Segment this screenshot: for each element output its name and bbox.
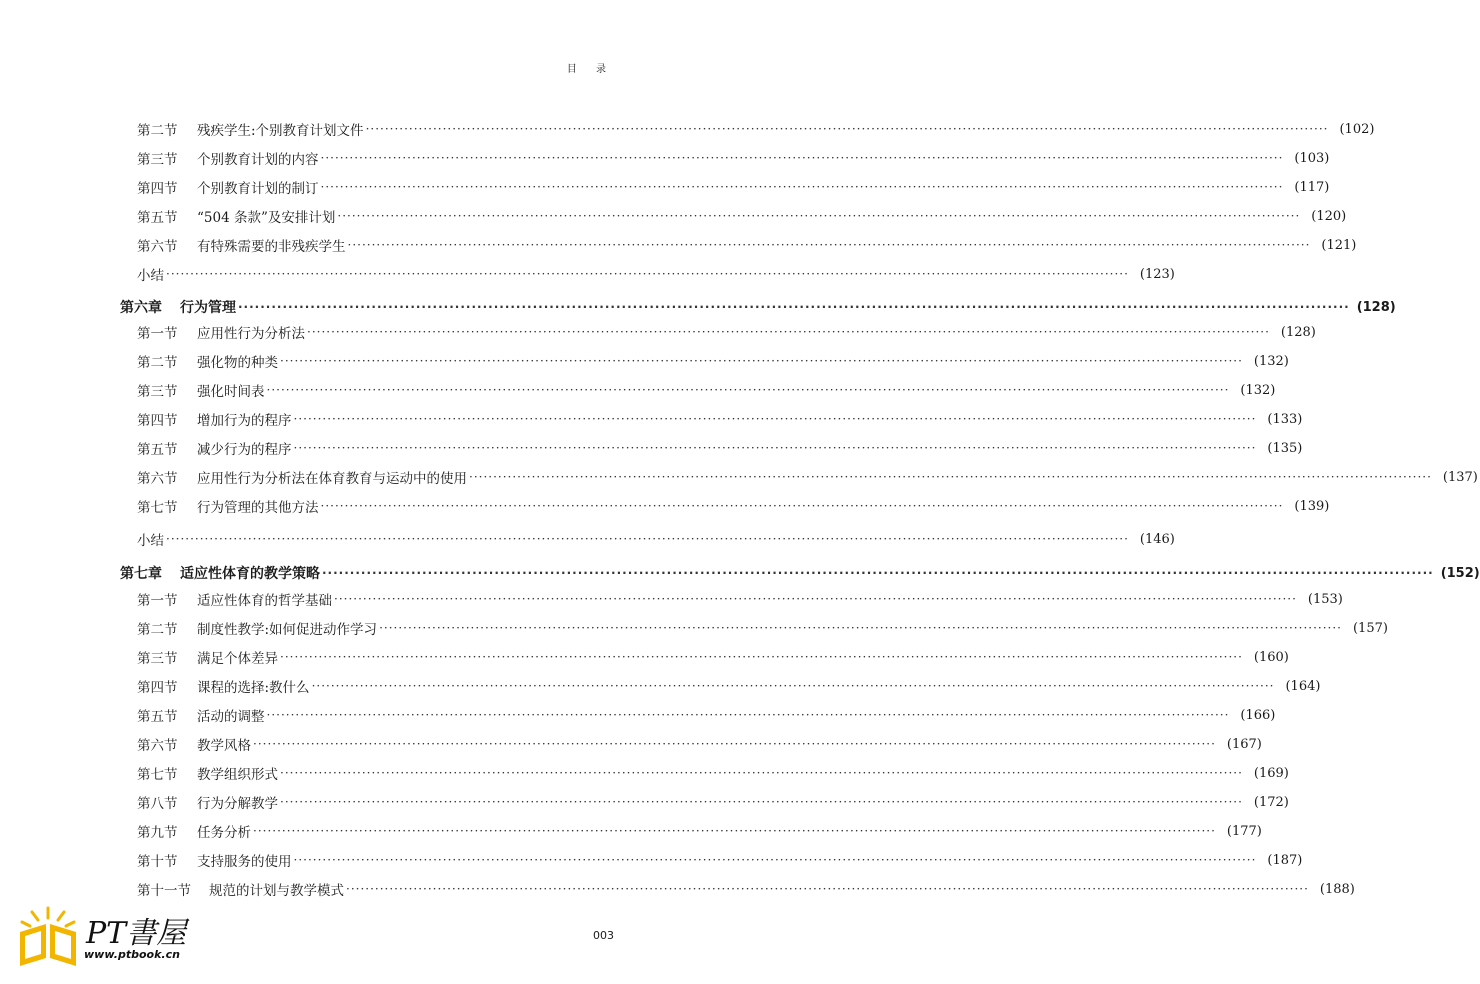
toc-page-number: (121)	[1321, 237, 1357, 253]
leader-dots: ········································································································································································································	[280, 795, 1243, 809]
page-number: 003	[593, 929, 614, 942]
toc-page-number: (160)	[1253, 649, 1289, 665]
toc-section-row	[0, 205, 1347, 227]
toc-section-row	[0, 379, 1276, 401]
toc-summary-row	[0, 263, 1175, 285]
leader-dots: ········································································································································································································	[320, 499, 1284, 513]
toc-entry-title: 任务分析	[197, 825, 251, 841]
toc-entry-title: 强化物的种类	[197, 355, 278, 371]
toc-entry-number: 第二节	[137, 123, 178, 139]
toc-entry-label	[137, 792, 278, 812]
leader-dots: ········································································································································································································	[253, 824, 1216, 838]
toc-section-row	[0, 733, 1262, 755]
toc-section-row	[0, 118, 1375, 140]
toc-entry-title: 小结	[137, 268, 164, 284]
toc-entry-label	[137, 879, 344, 899]
toc-entry-title: 有特殊需要的非残疾学生	[197, 239, 346, 255]
toc-entry-number: 第三节	[137, 152, 178, 168]
leader-dots: ········································································································································································································	[311, 679, 1275, 693]
toc-entry-title: 强化时间表	[197, 384, 265, 400]
toc-entry-label	[137, 409, 292, 429]
toc-section-row	[0, 466, 1478, 488]
toc-entry-title: 行为管理的其他方法	[197, 500, 319, 516]
toc-entry-title: 制度性教学:如何促进动作学习	[197, 622, 378, 638]
toc-entry-label	[137, 206, 335, 226]
toc-summary-row	[0, 528, 1175, 550]
toc-page-number: (102)	[1339, 121, 1375, 137]
toc-entry-label	[137, 821, 251, 841]
toc-page-number: (172)	[1253, 794, 1289, 810]
toc-page-number: (132)	[1240, 382, 1276, 398]
leader-dots: ········································································································································································································	[365, 122, 1329, 136]
toc-entry-number: 第一节	[137, 326, 178, 342]
toc-entry-number: 第九节	[137, 825, 178, 841]
toc-entry-number: 第四节	[137, 181, 178, 197]
toc-entry-label	[137, 676, 310, 696]
toc-page-number: (120)	[1311, 208, 1347, 224]
toc-page-number: (153)	[1307, 591, 1343, 607]
toc-entry-label	[120, 297, 236, 317]
toc-entry-label	[137, 647, 278, 667]
leader-dots: ········································································································································································································	[320, 180, 1284, 194]
toc-entry-number: 第七节	[137, 767, 178, 783]
toc-entry-number: 第六节	[137, 471, 178, 487]
toc-entry-label	[137, 235, 346, 255]
toc-section-row	[0, 704, 1276, 726]
toc-entry-title: 教学风格	[197, 738, 251, 754]
toc-entry-label	[137, 351, 278, 371]
toc-section-row	[0, 588, 1343, 610]
toc-section-row	[0, 820, 1262, 842]
toc-entry-title: 残疾学生:个别教育计划文件	[197, 123, 364, 139]
toc-entry-number: 第四节	[137, 413, 178, 429]
toc-entry-title: 行为分解教学	[197, 796, 278, 812]
toc-entry-number: 第二节	[137, 355, 178, 371]
toc-entry-title: 减少行为的程序	[197, 442, 292, 458]
leader-dots: ········································································································································································································	[337, 209, 1301, 223]
toc-entry-number: 第三节	[137, 384, 178, 400]
toc-entry-number: 第七章	[120, 566, 162, 582]
toc-entry-label	[137, 119, 364, 139]
toc-page-number: (139)	[1294, 498, 1330, 514]
toc-section-row	[0, 147, 1330, 169]
toc-page-number: (187)	[1267, 852, 1303, 868]
leader-dots: ········································································································································································································	[253, 737, 1216, 751]
toc-entry-label	[137, 734, 251, 754]
toc-section-row	[0, 646, 1289, 668]
toc-entry-label	[120, 563, 320, 583]
toc-entry-number: 第七节	[137, 500, 178, 516]
toc-entry-label	[137, 467, 467, 487]
toc-page-number: (128)	[1356, 299, 1396, 315]
toc-entry-label	[137, 496, 319, 516]
toc-section-row	[0, 617, 1388, 639]
leader-dots: ········································································································································································································	[293, 441, 1257, 455]
toc-entry-title: 课程的选择:教什么	[197, 680, 310, 696]
toc-entry-number: 第四节	[137, 680, 178, 696]
toc-section-row	[0, 408, 1303, 430]
toc-entry-title: 规范的计划与教学模式	[209, 883, 344, 899]
leader-dots: ········································································································································································································	[320, 151, 1284, 165]
toc-page-number: (128)	[1280, 324, 1316, 340]
toc-entry-number: 第五节	[137, 709, 178, 725]
leader-dots: ········································································································································································································	[266, 383, 1230, 397]
toc-entry-label	[137, 148, 319, 168]
leader-dots: ········································································································································································································	[469, 470, 1432, 484]
toc-section-row	[0, 762, 1289, 784]
toc-entry-title: 活动的调整	[197, 709, 265, 725]
running-head: 目 录	[566, 64, 614, 75]
leader-dots: ········································································································································································································	[238, 300, 1350, 314]
logo-url: www.ptbook.cn	[84, 948, 180, 961]
leader-dots: ········································································································································································································	[280, 766, 1243, 780]
toc-entry-label	[137, 438, 292, 458]
leader-dots: ········································································································································································································	[307, 325, 1270, 339]
leader-dots: ········································································································································································································	[280, 650, 1243, 664]
toc-entry-title: 个别教育计划的制订	[197, 181, 319, 197]
toc-page-number: (157)	[1352, 620, 1388, 636]
toc-section-row	[0, 350, 1289, 372]
toc-entry-label	[137, 618, 377, 638]
toc-entry-title: 适应性体育的教学策略	[180, 566, 320, 582]
toc-entry-number: 第三节	[137, 651, 178, 667]
toc-section-row	[0, 437, 1303, 459]
toc-entry-title: 满足个体差异	[197, 651, 278, 667]
toc-entry-label	[137, 589, 332, 609]
toc-entry-title: 支持服务的使用	[197, 854, 292, 870]
toc-page-number: (169)	[1253, 765, 1289, 781]
toc-entry-number: 第六节	[137, 239, 178, 255]
toc-entry-title: 增加行为的程序	[197, 413, 292, 429]
toc-page-number: (135)	[1267, 440, 1303, 456]
toc-entry-number: 第五节	[137, 442, 178, 458]
toc-entry-label	[137, 705, 265, 725]
leader-dots: ········································································································································································································	[334, 592, 1297, 606]
logo-text: PT書屋	[86, 916, 187, 951]
toc-entry-label	[137, 850, 292, 870]
toc-section-row	[0, 849, 1303, 871]
site-logo	[14, 904, 204, 970]
toc-entry-title: 个别教育计划的内容	[197, 152, 319, 168]
toc-section-row	[0, 234, 1357, 256]
toc-section-row	[0, 791, 1289, 813]
toc-page-number: (103)	[1294, 150, 1330, 166]
toc-entry-title: 适应性体育的哲学基础	[197, 593, 332, 609]
leader-dots: ········································································································································································································	[280, 354, 1243, 368]
toc-page-number: (152)	[1440, 565, 1480, 581]
toc-page-number: (133)	[1267, 411, 1303, 427]
toc-entry-number: 第八节	[137, 796, 178, 812]
leader-dots: ········································································································································································································	[166, 532, 1129, 546]
toc-entry-label	[137, 529, 164, 549]
leader-dots: ········································································································································································································	[379, 621, 1342, 635]
leader-dots: ········································································································································································································	[293, 853, 1257, 867]
toc-chapter-row	[0, 296, 1396, 318]
toc-entry-number: 第一节	[137, 593, 178, 609]
toc-page-number: (177)	[1226, 823, 1262, 839]
toc-page-number: (164)	[1285, 678, 1321, 694]
toc-entry-label	[137, 380, 265, 400]
toc-page-number: (166)	[1240, 707, 1276, 723]
toc-entry-title: 行为管理	[180, 300, 236, 316]
toc-entry-title: “504 条款”及安排计划	[197, 210, 336, 226]
toc-chapter-row	[0, 562, 1480, 584]
toc-page-number: (167)	[1226, 736, 1262, 752]
toc-entry-title: 应用性行为分析法	[197, 326, 305, 342]
toc-entry-title: 小结	[137, 533, 164, 549]
toc-entry-number: 第十一节	[137, 883, 191, 899]
toc-page-number: (137)	[1442, 469, 1478, 485]
toc-entry-number: 第六节	[137, 738, 178, 754]
toc-entry-number: 第五节	[137, 210, 178, 226]
toc-entry-title: 应用性行为分析法在体育教育与运动中的使用	[197, 471, 467, 487]
toc-entry-number: 第六章	[120, 300, 162, 316]
leader-dots: ········································································································································································································	[346, 882, 1309, 896]
toc-page-number: (146)	[1139, 531, 1175, 547]
toc-section-row	[0, 321, 1316, 343]
leader-dots: ········································································································································································································	[266, 708, 1230, 722]
leader-dots: ········································································································································································································	[347, 238, 1311, 252]
toc-entry-title: 教学组织形式	[197, 767, 278, 783]
toc-section-row	[0, 495, 1330, 517]
toc-entry-number: 第十节	[137, 854, 178, 870]
toc-entry-label	[137, 264, 164, 284]
toc-entry-label	[137, 763, 278, 783]
toc-section-row	[0, 878, 1355, 900]
toc-entry-number: 第二节	[137, 622, 178, 638]
toc-section-row	[0, 675, 1321, 697]
leader-dots: ········································································································································································································	[322, 566, 1434, 580]
leader-dots: ········································································································································································································	[293, 412, 1257, 426]
toc-entry-label	[137, 322, 305, 342]
toc-entry-label	[137, 177, 319, 197]
toc-section-row	[0, 176, 1330, 198]
toc-page-number: (123)	[1139, 266, 1175, 282]
toc-page-number: (117)	[1294, 179, 1330, 195]
toc-page-number: (188)	[1319, 881, 1355, 897]
toc-page-number: (132)	[1253, 353, 1289, 369]
leader-dots: ········································································································································································································	[166, 267, 1129, 281]
